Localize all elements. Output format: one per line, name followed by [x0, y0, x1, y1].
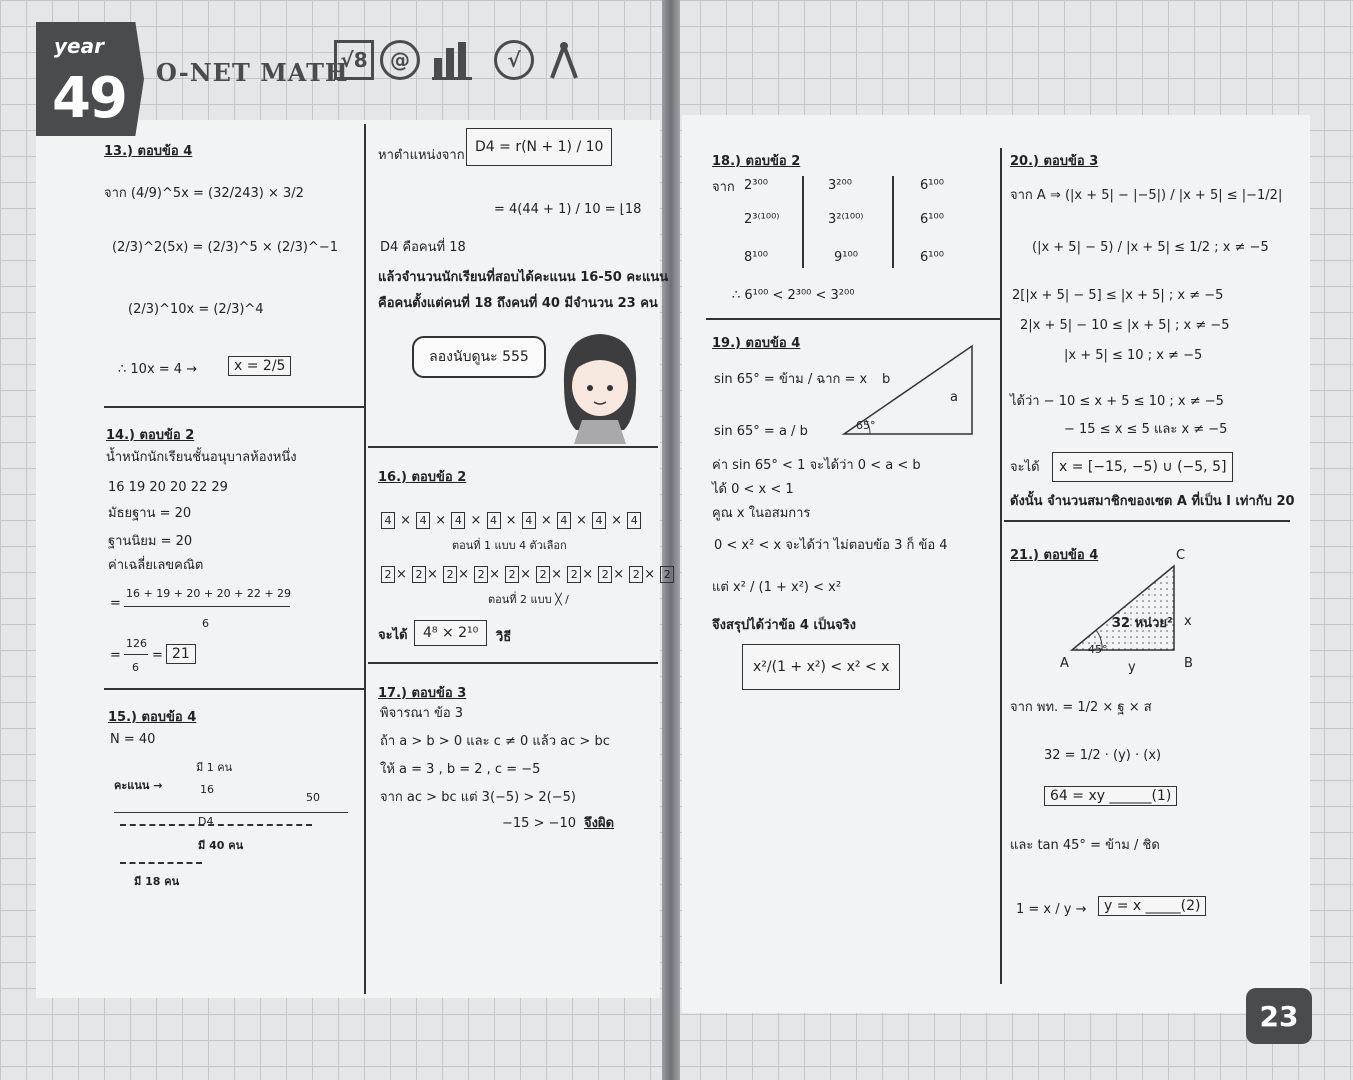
q15-heading: 15.) ตอบข้อ 4 — [108, 710, 197, 725]
speech-bubble-text: ลองนับดูนะ 555 — [429, 349, 529, 365]
q16-box: 2 — [536, 566, 550, 583]
bar-chart-icon — [432, 40, 472, 80]
q21-box2: y = x _____(2) — [1098, 896, 1206, 916]
q19-line6: 0 < x² < x จะได้ว่า ไม่ตอบข้อ 3 ก็ ข้อ 4 — [714, 538, 948, 553]
q16-box: 4 — [522, 512, 536, 529]
q21-line3: และ tan 45° = ข้าม / ชิด — [1010, 838, 1160, 853]
divider-d4-q16 — [368, 446, 658, 448]
q19-label-a: a — [950, 390, 958, 405]
q21-label-y: y — [1128, 660, 1136, 675]
q18-from: จาก — [712, 180, 735, 195]
divider-q18-q19 — [706, 318, 1000, 320]
q20-line2: (|x + 5| − 5) / |x + 5| ≤ 1/2 ; x ≠ −5 — [1032, 240, 1269, 255]
q15-eighteen-people: มี 18 คน — [134, 875, 180, 888]
q19-label-b: b — [882, 372, 891, 387]
q20-line8-label: จะได้ — [1010, 460, 1040, 475]
q14-fraction-bar — [124, 606, 290, 607]
q16-box: 2 — [443, 566, 457, 583]
q21-angle: 45° — [1088, 643, 1108, 656]
q13-heading: 13.) ตอบข้อ 4 — [104, 144, 193, 159]
q19-heading: 19.) ตอบข้อ 4 — [712, 336, 801, 351]
q17-line4: จาก ac > bc แต่ 3(−5) > 2(−5) — [380, 790, 576, 805]
cube-root-icon-text: √8 — [340, 48, 368, 72]
q16-row-fours: 4 × 4 × 4 × 4 × 4 × 4 × 4 × 4 — [380, 512, 642, 529]
q21-box1: 64 = xy ______(1) — [1044, 786, 1177, 806]
q14-line1: น้ำหนักนักเรียนชั้นอนุบาลห้องหนึ่ง — [106, 450, 297, 465]
q20-line5: |x + 5| ≤ 10 ; x ≠ −5 — [1064, 348, 1203, 363]
q16-box: 4 — [592, 512, 606, 529]
q18-sep2 — [892, 176, 894, 268]
q16-box: 4 — [557, 512, 571, 529]
d4-formula-box: D4 = r(N + 1) / 10 — [466, 128, 612, 166]
q18-sep1 — [802, 176, 804, 268]
q15-tick-16: 16 — [200, 783, 214, 796]
q21-area: 32 หน่วย² — [1112, 616, 1173, 631]
d4-line1-label: หาตำแหน่งจาก — [378, 148, 465, 163]
q20-heading: 20.) ตอบข้อ 3 — [1010, 154, 1099, 169]
q16-heading: 16.) ตอบข้อ 2 — [378, 470, 467, 485]
column-divider-right — [1000, 148, 1002, 984]
compass-icon — [544, 40, 584, 80]
divider-q20-q21 — [1004, 520, 1290, 522]
q14-mean-label: ค่าเฉลี่ยเลขคณิต — [108, 558, 204, 573]
year-label: year — [54, 34, 104, 58]
q21-label-b: B — [1184, 656, 1193, 671]
q14-frac-numerator: 126 — [126, 637, 147, 650]
d4-line2: = 4(44 + 1) / 10 = ⌊18 — [494, 202, 642, 217]
q20-line6: ได้ว่า − 10 ≤ x + 5 ≤ 10 ; x ≠ −5 — [1010, 394, 1224, 409]
q19-line4: ได้ 0 < x < 1 — [712, 482, 794, 497]
q17-false-label: จึงผิด — [584, 816, 615, 831]
d4-line5: คือคนตั้งแต่คนที่ 18 ถึงคนที่ 40 มีจำนวน 23 คน — [378, 296, 658, 311]
q13-line2: (2/3)^2(5x) = (2/3)^5 × (2/3)^−1 — [112, 240, 339, 255]
q20-line3: 2[|x + 5| − 5] ≤ |x + 5| ; x ≠ −5 — [1012, 288, 1224, 303]
q16-box: 2 — [660, 566, 674, 583]
q19-angle: 65° — [856, 419, 876, 432]
q16-caption2: ตอนที่ 2 แบบ ╳ / — [488, 593, 569, 606]
q14-frac-denominator: 6 — [132, 661, 139, 674]
q13-line1: จาก (4/9)^5x = (32/243) × 3/2 — [104, 186, 304, 201]
check-root-icon: √ — [494, 40, 534, 80]
q14-fraction-bar2 — [124, 654, 148, 655]
q16-caption1: ตอนที่ 1 แบบ 4 ตัวเลือก — [452, 539, 567, 552]
q19-answer-box: x²/(1 + x²) < x² < x — [742, 644, 900, 690]
q17-heading: 17.) ตอบข้อ 3 — [378, 686, 467, 701]
q18-c2-r1: 3²⁰⁰ — [828, 178, 852, 193]
year-number: 49 — [52, 66, 126, 131]
q16-unit: วิธี — [496, 630, 512, 645]
q19-line8: จึงสรุปได้ว่าข้อ 4 เป็นจริง — [712, 618, 857, 633]
q15-forty-people: มี 40 คน — [198, 839, 244, 852]
q16-box: 2 — [381, 566, 395, 583]
cartoon-girl-icon — [552, 326, 648, 444]
q17-line5: −15 > −10 — [502, 816, 577, 831]
q18-c2-r2: 3²⁽¹⁰⁰⁾ — [828, 212, 864, 227]
q18-c1-r3: 8¹⁰⁰ — [744, 250, 768, 265]
q15-tick-50: 50 — [306, 791, 320, 804]
q18-heading: 18.) ตอบข้อ 2 — [712, 154, 801, 169]
speech-bubble — [412, 336, 546, 378]
q17-line2: ถ้า a > b > 0 และ c ≠ 0 แล้ว ac > bc — [380, 734, 610, 749]
d4-line4: แล้วจำนวนนักเรียนที่สอบได้คะแนน 16-50 คะแนน — [378, 270, 669, 285]
q18-c3-r1: 6¹⁰⁰ — [920, 178, 944, 193]
q16-box: 2 — [629, 566, 643, 583]
q16-box: 4 — [381, 512, 395, 529]
divider-q14-q15 — [104, 688, 364, 690]
q16-box: 4 — [416, 512, 430, 529]
q17-line3: ให้ a = 3 , b = 2 , c = −5 — [380, 762, 541, 777]
q15-one-person: มี 1 คน — [196, 761, 233, 774]
q18-c1-r2: 2³⁽¹⁰⁰⁾ — [744, 212, 780, 227]
q16-box: 4 — [627, 512, 641, 529]
q15-range-18 — [120, 862, 202, 864]
q14-data: 16 19 20 20 22 29 — [108, 480, 228, 495]
q16-box: 2 — [505, 566, 519, 583]
divider-q13-q14 — [104, 406, 364, 408]
column-divider-left — [364, 124, 366, 994]
q16-answer-box: 4⁸ × 2¹⁰ — [414, 620, 487, 646]
q19-line1: sin 65° = ข้าม / ฉาก = x — [714, 372, 868, 387]
book-spine — [662, 0, 680, 1080]
q16-box: 2 — [598, 566, 612, 583]
q15-n: N = 40 — [110, 732, 156, 747]
q16-so-label: จะได้ — [378, 628, 408, 643]
q15-number-line — [114, 812, 348, 813]
q17-line1: พิจารณา ข้อ 3 — [380, 706, 464, 721]
q15-range-40 — [120, 824, 312, 826]
shell-icon: @ — [380, 40, 420, 80]
q20-line9: ดังนั้น จำนวนสมาชิกของเซต A ที่เป็น I เท่ากับ 20 — [1010, 494, 1295, 509]
q20-answer-box: x = [−15, −5) ∪ (−5, 5] — [1052, 452, 1233, 482]
q16-row-twos: 2 × 2 × 2 × 2 × 2 × 2 × 2 × 2 × 2 × 2 — [380, 566, 675, 583]
q20-line1: จาก A ⇒ (|x + 5| − |−5|) / |x + 5| ≤ |−1/2| — [1010, 188, 1283, 203]
header-title: O-NET MATH — [156, 58, 349, 87]
q21-label-x: x — [1184, 614, 1192, 629]
q19-line2: sin 65° = a / b — [714, 424, 808, 439]
q21-line2: 32 = 1/2 · (y) · (x) — [1044, 748, 1162, 763]
q14-result-box: 21 — [166, 644, 196, 664]
q20-line7: − 15 ≤ x ≤ 5 และ x ≠ −5 — [1064, 422, 1228, 437]
q16-box: 2 — [567, 566, 581, 583]
q15-score-label: คะแนน → — [114, 779, 163, 792]
q20-line4: 2|x + 5| − 10 ≤ |x + 5| ; x ≠ −5 — [1020, 318, 1230, 333]
q18-c3-r2: 6¹⁰⁰ — [920, 212, 944, 227]
page-number — [1246, 988, 1312, 1044]
q19-line3: ค่า sin 65° < 1 จะได้ว่า 0 < a < b — [712, 458, 921, 473]
q18-c1-r1: 2³⁰⁰ — [744, 178, 768, 193]
q21-heading: 21.) ตอบข้อ 4 — [1010, 548, 1099, 563]
q13-line4: ∴ 10x = 4 → — [118, 362, 198, 377]
q14-mode: ฐานนิยม = 20 — [108, 534, 193, 549]
q15-d4: D4 — [198, 815, 214, 828]
q18-c2-r3: 9¹⁰⁰ — [834, 250, 858, 265]
divider-q16-q17 — [368, 662, 658, 664]
q21-line1: จาก พท. = 1/2 × ฐ × ส — [1010, 700, 1152, 715]
cube-root-icon — [334, 40, 374, 80]
q13-line3: (2/3)^10x = (2/3)^4 — [128, 302, 264, 317]
q19-line5: คูณ x ในอสมการ — [712, 506, 811, 521]
q16-box: 4 — [487, 512, 501, 529]
q14-mean-denominator: 6 — [202, 617, 209, 630]
q14-mean-numerator: 16 + 19 + 20 + 20 + 22 + 29 — [126, 587, 292, 600]
q21-triangle — [1068, 562, 1180, 654]
q13-answer-box: x = 2/5 — [228, 356, 291, 376]
q14-heading: 14.) ตอบข้อ 2 — [106, 428, 195, 443]
d4-line3: D4 คือคนที่ 18 — [380, 240, 466, 255]
q18-conclusion: ∴ 6¹⁰⁰ < 2³⁰⁰ < 3²⁰⁰ — [732, 288, 855, 303]
q21-label-a: A — [1060, 656, 1069, 671]
q16-box: 2 — [474, 566, 488, 583]
q18-c3-r3: 6¹⁰⁰ — [920, 250, 944, 265]
page-number-text: 23 — [1259, 999, 1299, 1033]
q19-line7: แต่ x² / (1 + x²) < x² — [712, 580, 842, 595]
q21-label-c: C — [1176, 548, 1186, 563]
q16-box: 4 — [451, 512, 465, 529]
q21-line4: 1 = x / y → — [1016, 902, 1087, 917]
q14-median: มัธยฐาน = 20 — [108, 506, 192, 521]
q16-box: 2 — [412, 566, 426, 583]
